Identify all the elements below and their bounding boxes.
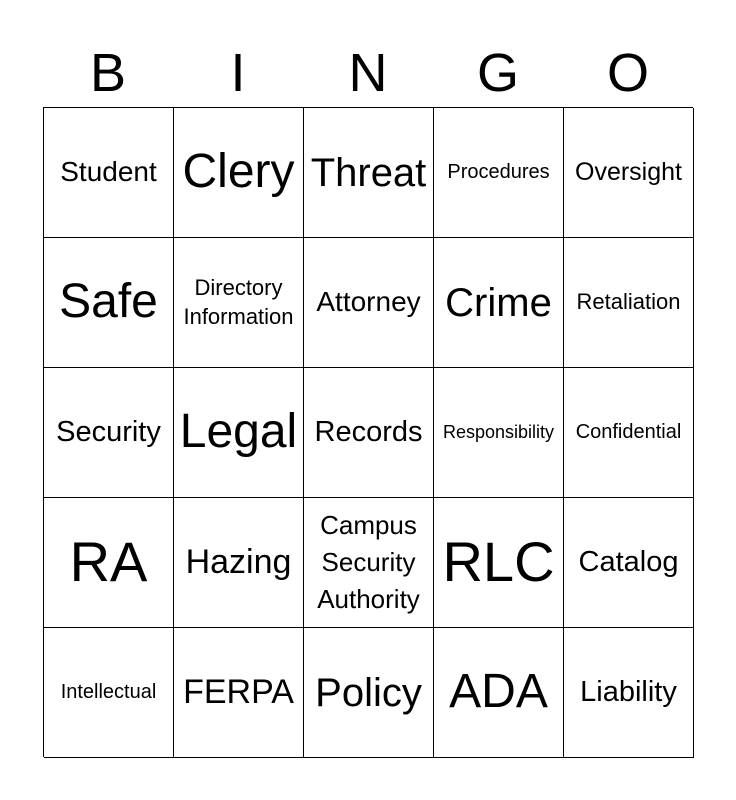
bingo-cell[interactable]: Directory Information [174, 238, 304, 368]
bingo-cell[interactable]: Policy [304, 628, 434, 758]
bingo-board [43, 107, 693, 757]
bingo-cell[interactable]: RLC [434, 498, 564, 628]
header-letter-g: G [476, 43, 519, 103]
bingo-cell[interactable]: Retaliation [564, 238, 694, 368]
bingo-cell[interactable]: Responsibility [434, 368, 564, 498]
bingo-cell[interactable]: Security [44, 368, 174, 498]
bingo-cell[interactable]: Procedures [434, 108, 564, 238]
bingo-cell[interactable]: Liability [564, 628, 694, 758]
bingo-cell[interactable]: ADA [434, 628, 564, 758]
header-letter-o: O [606, 43, 649, 103]
bingo-cell[interactable]: Safe [44, 238, 174, 368]
bingo-cell[interactable]: Hazing [174, 498, 304, 628]
bingo-cell[interactable]: Attorney [304, 238, 434, 368]
bingo-cell[interactable]: Intellectual [44, 628, 174, 758]
header-letter-b: B [89, 43, 127, 103]
header-letter-i: I [230, 43, 246, 103]
bingo-cell[interactable]: Campus Security Authority [304, 498, 434, 628]
bingo-cell[interactable]: FERPA [174, 628, 304, 758]
bingo-cell[interactable]: Oversight [564, 108, 694, 238]
bingo-cell[interactable]: RA [44, 498, 174, 628]
bingo-cell[interactable]: Confidential [564, 368, 694, 498]
bingo-cell[interactable]: Crime [434, 238, 564, 368]
bingo-cell[interactable]: Legal [174, 368, 304, 498]
bingo-cell[interactable]: Student [44, 108, 174, 238]
bingo-cell[interactable]: Records [304, 368, 434, 498]
bingo-cell[interactable]: Threat [304, 108, 434, 238]
bingo-cell[interactable]: Clery [174, 108, 304, 238]
bingo-header [43, 40, 693, 106]
bingo-cell[interactable]: Catalog [564, 498, 694, 628]
header-letter-n: N [348, 43, 388, 103]
